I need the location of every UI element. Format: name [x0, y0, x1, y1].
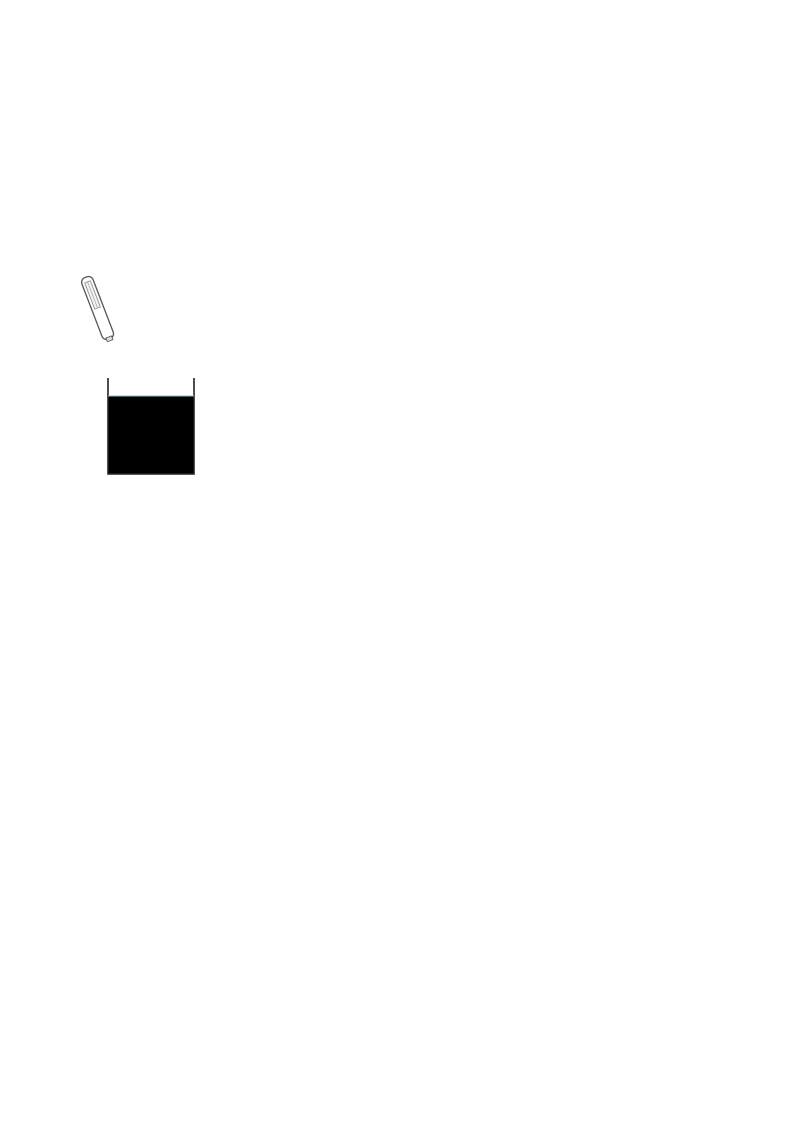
laser-experiment-figure: [76, 270, 206, 478]
beam-arrow-air: [138, 386, 148, 396]
laser-pen-icon: [80, 275, 116, 343]
laser-experiment-svg: [76, 270, 206, 478]
water: [108, 396, 194, 474]
